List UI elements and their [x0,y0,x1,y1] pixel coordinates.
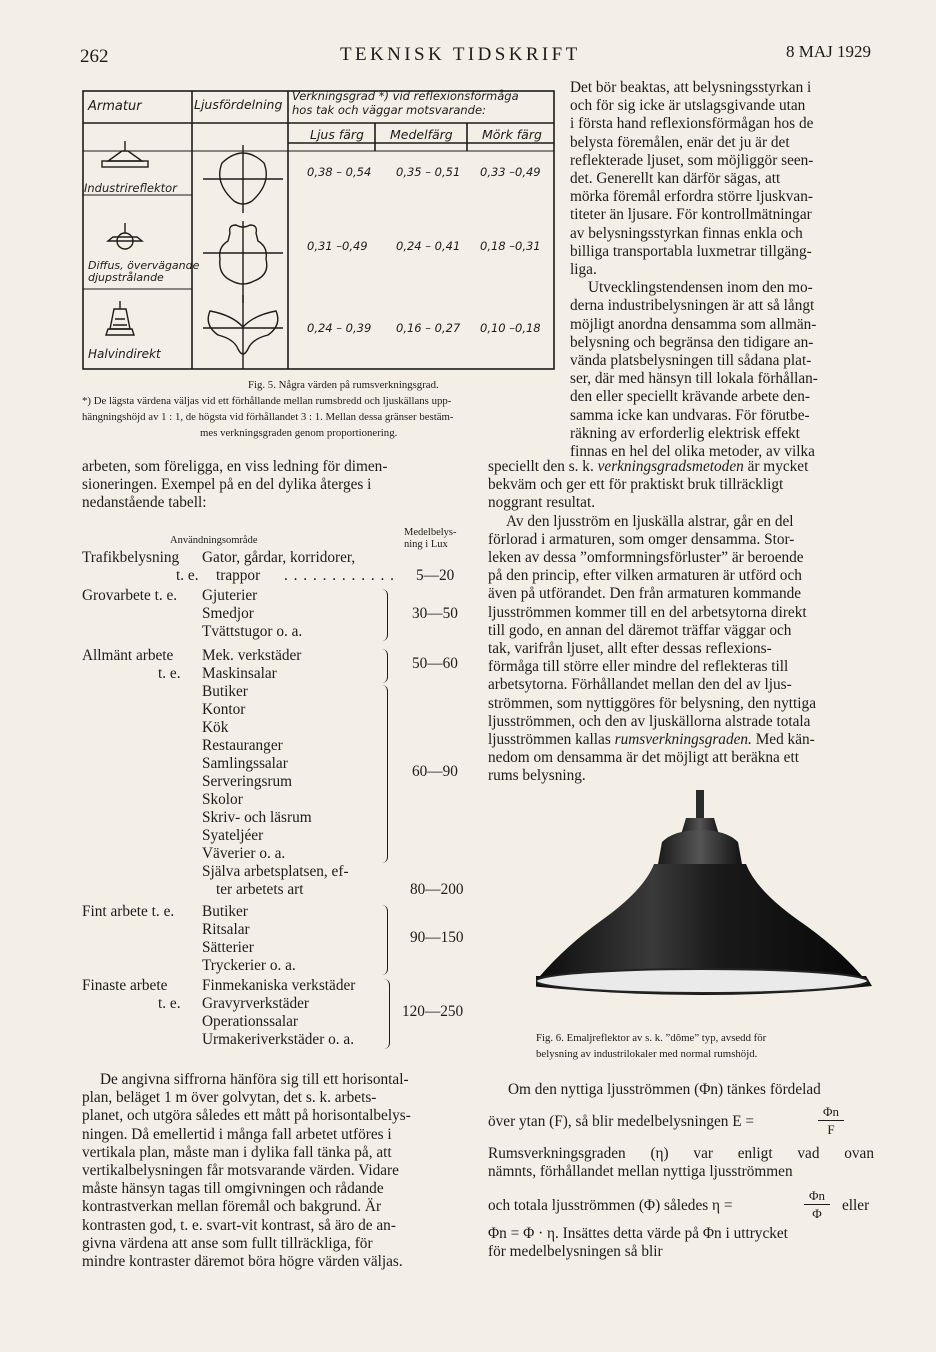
figure-6-caption-2: belysning av industrilokaler med normal rumshöjd. [536,1048,758,1060]
text-line: vertikalbelysningen får motsvarande värden. Vidare [82,1162,399,1180]
emphasis-term: rumsverkningsgraden. [614,731,752,749]
lux-value: 50—60 [412,655,458,672]
text-line: noggrant resultat. [488,494,596,512]
value-mork: 0,33 –0,49 [480,165,541,179]
text-line: bekväm och ger ett för praktiskt bruk tillräckligt [488,476,784,494]
figure-6-caption-1: Fig. 6. Emaljreflektor av s. k. ”dôme” typ, avsedd för [536,1032,767,1044]
brace [382,589,388,641]
text-line: och för sig icke är utslagsgivande utan [570,97,806,115]
lux-value: 60—90 [412,763,458,780]
lux-category: Trafikbelysning [82,549,180,566]
lux-category: Grovarbete t. e. [82,587,178,604]
value-ljus: 0,38 – 0,54 [307,165,372,179]
text-line: belysta föremålen, enär det ju är det [570,133,790,151]
text-line: arbeten, som föreligga, en viss ledning för dimen- [82,458,388,475]
right-top-paragraph [570,79,870,461]
formula-line-2: över ytan (F), så blir medelbelysningen E = [488,1113,755,1130]
text-line: finnas en hel del olika metoder, av vilka [570,443,815,461]
lux-item: Gravyrverkstäder [202,995,310,1012]
text-line: Utvecklingstendensen inom den mo- [588,279,813,297]
lux-item: Skriv- och läsrum [202,809,312,826]
issue-date: 8 MAJ 1929 [786,42,872,61]
text-line: måste hänsyn tagas till omgivningen och rådande [82,1180,384,1198]
brace [382,649,388,683]
value-medel: 0,16 – 0,27 [396,321,461,335]
text-line: ljusströmmen kommer till en del arbetsytorna direkt [488,603,807,621]
text-line: vända platsbelysningen till sådana plat- [570,352,812,370]
lux-category-2: t. e. [158,995,181,1012]
text-line: strömmen, som nyttiggöres för belysning, den nyttiga [488,694,816,712]
text-line: nedom om densamma är det möjligt att beräkna ett [488,749,799,767]
text-line: möjligt anordna densamma som allmän- [570,315,817,333]
left-bottom-paragraph [82,1071,466,1271]
lux-table [82,527,472,1052]
brace [382,685,388,863]
lux-item: Finmekaniska verkstäder [202,977,356,994]
text-line: förmåga till större eller mindre del reflekteras till [488,658,789,676]
lux-item: Operationssalar [202,1013,298,1030]
formula-line-1: Om den nyttiga ljusströmmen (Φn) tänkes fördelad [508,1081,821,1098]
formula-eller: eller [842,1197,870,1214]
formula-line-6: Φn = Φ · η. Insättes detta värde på Φn i uttrycket [488,1225,788,1242]
text-line: det. Generellt kan därför sägas, att [570,170,781,188]
lux-item: ter arbetets art [216,881,304,898]
text-line: i första hand reflexionsförmågan hos de [570,115,814,133]
lux-value: 5—20 [416,567,455,584]
lux-header-lux-2: ning i Lux [404,539,448,550]
value-ljus: 0,31 –0,49 [307,239,368,253]
figure-5-table [82,83,556,373]
fraction-numerator: Φn [818,1104,844,1121]
intro-paragraph [82,458,466,513]
lux-item: Butiker [202,683,248,700]
emphasis-term: verkningsgradsmetoden [597,458,744,475]
lux-category: Fint arbete t. e. [82,903,175,920]
header-verkningsgrad-1: Verkningsgrad *) vid reflexionsförmåga [292,89,519,103]
footnote-line: *) De lägsta värdena väljas vid ett förhållande mellan rumsbredd och ljuskällans upp- [82,395,452,407]
text-line: räkning av erforderlig elektrisk effekt [570,424,800,442]
lux-item: Samlingssalar [202,755,288,772]
lux-value: 90—150 [410,929,464,946]
page-number: 262 [80,46,109,67]
brace [382,905,388,975]
text-line: ser, där med hänsyn till lokala förhållan- [570,370,818,388]
lux-item: Smedjor [202,605,254,622]
fraction-denominator: F [827,1122,835,1137]
figure-5-caption: Fig. 5. Några värden på rumsverkningsgrad. [248,379,439,391]
text-line: derna industribelysningen är att så långt [570,297,815,315]
text-line: kontrasten god, t. e. svart-vit kontrast, så äro de an- [82,1216,396,1234]
lux-item: Tvättstugor o. a. [202,623,303,640]
row-name-diffus-1: Diffus, övervägande [88,259,200,272]
text-line: samma icke kan undvaras. För förutbe- [570,406,810,424]
lux-item: Gator, gårdar, korridorer, [202,549,356,566]
text-line: givna värdena att anse som fullt tillräckliga, för [82,1234,373,1252]
halvindirekt-icon [106,301,134,335]
lux-item: Mek. verkstäder [202,647,302,664]
lux-header-area: Användningsområde [170,535,258,546]
enamel-reflector-image [536,790,880,1022]
industrireflektor-icon [102,141,148,167]
text-span: ljusströmmen kallas [488,731,611,749]
text-line: ljusströmmen, och den av ljuskällorna alstrade totala [488,712,811,730]
text-line: Det bör beaktas, att belysningsstyrkan i [570,79,812,96]
lux-item: trappor [216,567,261,584]
footnote-line: mes verkningsgraden genom proportionering. [200,427,398,439]
text-line: leken av dessa ”omformningsförluster” är beroende [488,549,804,567]
header-ljus-farg: Ljus färg [310,127,364,142]
lux-value: 80—200 [410,881,464,898]
formula-line-4: nämnts, förhållandet mellan nyttiga ljusströmmen [488,1163,793,1180]
lux-item: Kök [202,719,229,736]
text-line: förlorad i armaturen, som omger densamma. Stor- [488,530,795,548]
lux-item: Skolor [202,791,243,808]
text-line: nedanstående tabell: [82,494,207,512]
text-line: mörka föremål erfordra större ljuskvan- [570,188,813,206]
text-line: på den princip, efter vilken armaturen är utförd och [488,567,802,585]
text-line: ningen. Då emellertid i många fall arbetet utföres i [82,1125,392,1143]
lux-item: Butiker [202,903,248,920]
row-name-industrireflektor: Industrireflektor [84,181,177,195]
text-line: planet, och utgöra således ett mått på horisontalbelys- [82,1107,411,1125]
lux-item: Maskinsalar [202,665,277,682]
text-line: De angivna siffrorna hänföra sig till ett horisontal- [100,1071,409,1088]
lux-item: Själva arbetsplatsen, ef- [202,863,349,880]
lux-category: Allmänt arbete [82,647,174,664]
lux-category: Finaste arbete [82,977,168,994]
formula-line-5: och totala ljusströmmen (Φ) således η = [488,1197,733,1214]
value-ljus: 0,24 – 0,39 [307,321,372,335]
header-mork-farg: Mörk färg [482,127,542,142]
text-line: den eller speciellt krävande arbete den- [570,388,810,406]
text-line: vertikala plan, måste man i dylika fall tänka på, att [82,1143,392,1161]
formula-line-7: för medelbelysningen så blir [488,1243,663,1260]
text-line: rums belysning. [488,767,586,785]
value-medel: 0,35 – 0,51 [396,165,461,179]
formula-line-3: Rumsverkningsgraden (η) var enligt vad ovan [488,1145,874,1162]
lux-item: Sätterier [202,939,254,956]
text-line: plan, beläget 1 m över golvytan, det s. k. arbets- [82,1089,377,1107]
text-span: är mycket [747,458,809,475]
lux-item: Serveringsrum [202,773,293,790]
lux-category-2: t. e. [176,567,199,584]
text-line: kontrastverkan mellan föremål och bakgrund. Är [82,1198,382,1216]
row-name-halvindirekt: Halvindirekt [88,347,161,361]
row-name-diffus-2: djupstrålande [88,271,164,284]
lux-item: Gjuterier [202,587,258,604]
text-line: reflekterade ljuset, som möjliggör seen- [570,151,814,169]
text-line: mindre kontraster däremot böra högre värden väljas. [82,1253,403,1271]
lux-header-lux-1: Medelbelys- [404,527,457,538]
leader-dots: . . . . . . . . . . . . [284,567,395,584]
fraction-numerator: Φn [804,1188,830,1205]
text-line: billiga transportabla luxmetrar tillgäng- [570,242,812,260]
text-line: även på utförandet. Den från armaturen kommande [488,585,802,603]
text-line: arbetsytorna. Förhållandet mellan den del av ljus- [488,676,792,694]
text-line: titeter än ljusare. För kontrollmätningar [570,206,812,224]
text-span: speciellt den s. k. [488,458,594,475]
lux-item: Kontor [202,701,246,718]
diffus-lamp-icon [108,223,142,249]
lux-item: Restauranger [202,737,283,754]
lux-value: 120—250 [402,1003,464,1020]
lux-item: Väverier o. a. [202,845,286,862]
text-line: sioneringen. Exempel på en del dylika återges i [82,476,372,494]
text-line: belysning och begränsa den tidigare an- [570,333,814,351]
right-wide-paragraph [488,458,874,786]
lux-item: Urmakeriverkstäder o. a. [202,1031,355,1048]
header-ljusfordelning: Ljusfördelning [194,97,283,112]
text-line: till godo, en annan del däremot träffar väggar och [488,621,792,639]
fraction-denominator: Φ [812,1206,822,1221]
text-line: liga. [570,261,597,279]
text-line: tak, varifrån ljuset, allt efter dessas reflexions- [488,640,772,658]
value-mork: 0,18 –0,31 [480,239,541,253]
distribution-curve-2 [203,221,283,303]
value-medel: 0,24 – 0,41 [396,239,461,253]
text-line: av belysningsstyrkan finnas enkla och [570,224,803,242]
header-armatur: Armatur [88,99,142,114]
lux-item: Syateljéer [202,827,264,844]
distribution-curve-3 [203,295,283,369]
journal-title: TEKNISK TIDSKRIFT [340,44,581,65]
text-line [488,731,874,749]
text-span: Med kän- [755,731,815,749]
text-line: Av den ljusström en ljuskälla alstrar, går en del [506,512,794,530]
text-line [488,458,874,476]
header-medelfarg: Medelfärg [390,127,453,142]
lux-item: Ritsalar [202,921,250,938]
value-mork: 0,10 –0,18 [480,321,541,335]
lux-category-2: t. e. [158,665,181,682]
header-verkningsgrad-2: hos tak och väggar motsvarande: [292,103,486,117]
lux-item: Tryckerier o. a. [202,957,296,974]
footnote-line: hängningshöjd av 1 : 1, de högsta vid förhållandet 3 : 1. Mellan dessa gränser bestäm- [82,411,454,423]
brace [384,979,390,1049]
distribution-curve-1 [203,145,283,213]
lux-value: 30—50 [412,605,458,622]
